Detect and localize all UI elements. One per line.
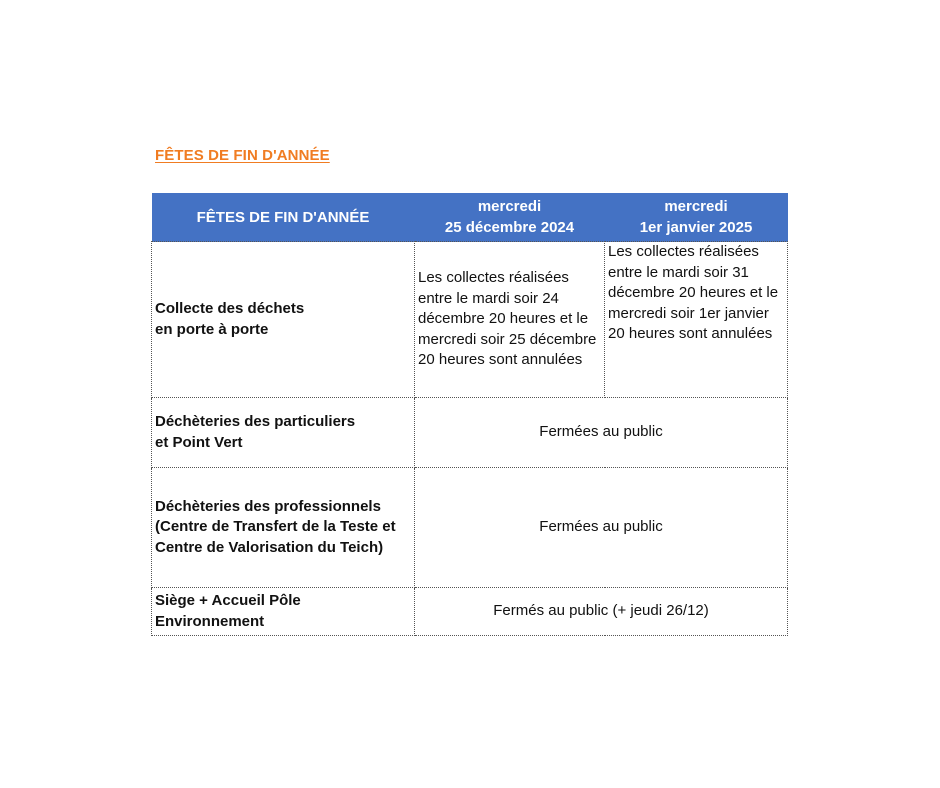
row-label-door-to-door xyxy=(152,242,415,398)
table-header-row xyxy=(152,193,788,242)
row-label-line: Collecte des déchets xyxy=(155,300,305,317)
table-row xyxy=(152,398,788,468)
cell-professional-waste-centers-status: Fermées au public xyxy=(415,468,788,588)
header-holidays: FÊTES DE FIN D'ANNÉE xyxy=(152,193,415,242)
cell-private-waste-centers-status: Fermées au public xyxy=(415,398,788,468)
row-label-headquarters: Siège + Accueil Pôle Environnement xyxy=(152,588,415,636)
header-date-dec-25 xyxy=(415,193,605,242)
holiday-schedule-table xyxy=(151,193,788,636)
section-title: FÊTES DE FIN D'ANNÉE xyxy=(155,147,330,164)
header-date-jan-1-day: mercredi xyxy=(664,198,728,215)
cell-jan-1-collection: Les collectes réalisées entre le mardi soir 31 décembre 20 heures et le mercredi soir 1er janvier 20 heures sont annulées xyxy=(605,242,788,398)
header-date-jan-1-date: 1er janvier 2025 xyxy=(639,219,753,236)
row-label-line: en porte à porte xyxy=(155,320,269,338)
header-date-jan-1 xyxy=(605,193,788,242)
table-row xyxy=(152,242,788,398)
row-label-professional-waste-centers: Déchèteries des professionnels (Centre de Transfert de la Teste et Centre de Valorisation du Teich) xyxy=(152,468,415,588)
header-date-dec-25-date: 25 décembre 2024 xyxy=(444,219,575,236)
table-row xyxy=(152,468,788,588)
row-label-line: et Point Vert xyxy=(155,433,243,451)
row-label-line: Déchèteries des particuliers xyxy=(155,413,356,430)
cell-dec-25-collection: Les collectes réalisées entre le mardi soir 24 décembre 20 heures et le mercredi soir 25 décembre 20 heures sont annulées xyxy=(415,242,605,398)
row-label-private-waste-centers xyxy=(152,398,415,468)
table-row xyxy=(152,588,788,636)
cell-headquarters-status: Fermés au public (+ jeudi 26/12) xyxy=(415,588,788,636)
header-date-dec-25-day: mercredi xyxy=(477,198,542,215)
